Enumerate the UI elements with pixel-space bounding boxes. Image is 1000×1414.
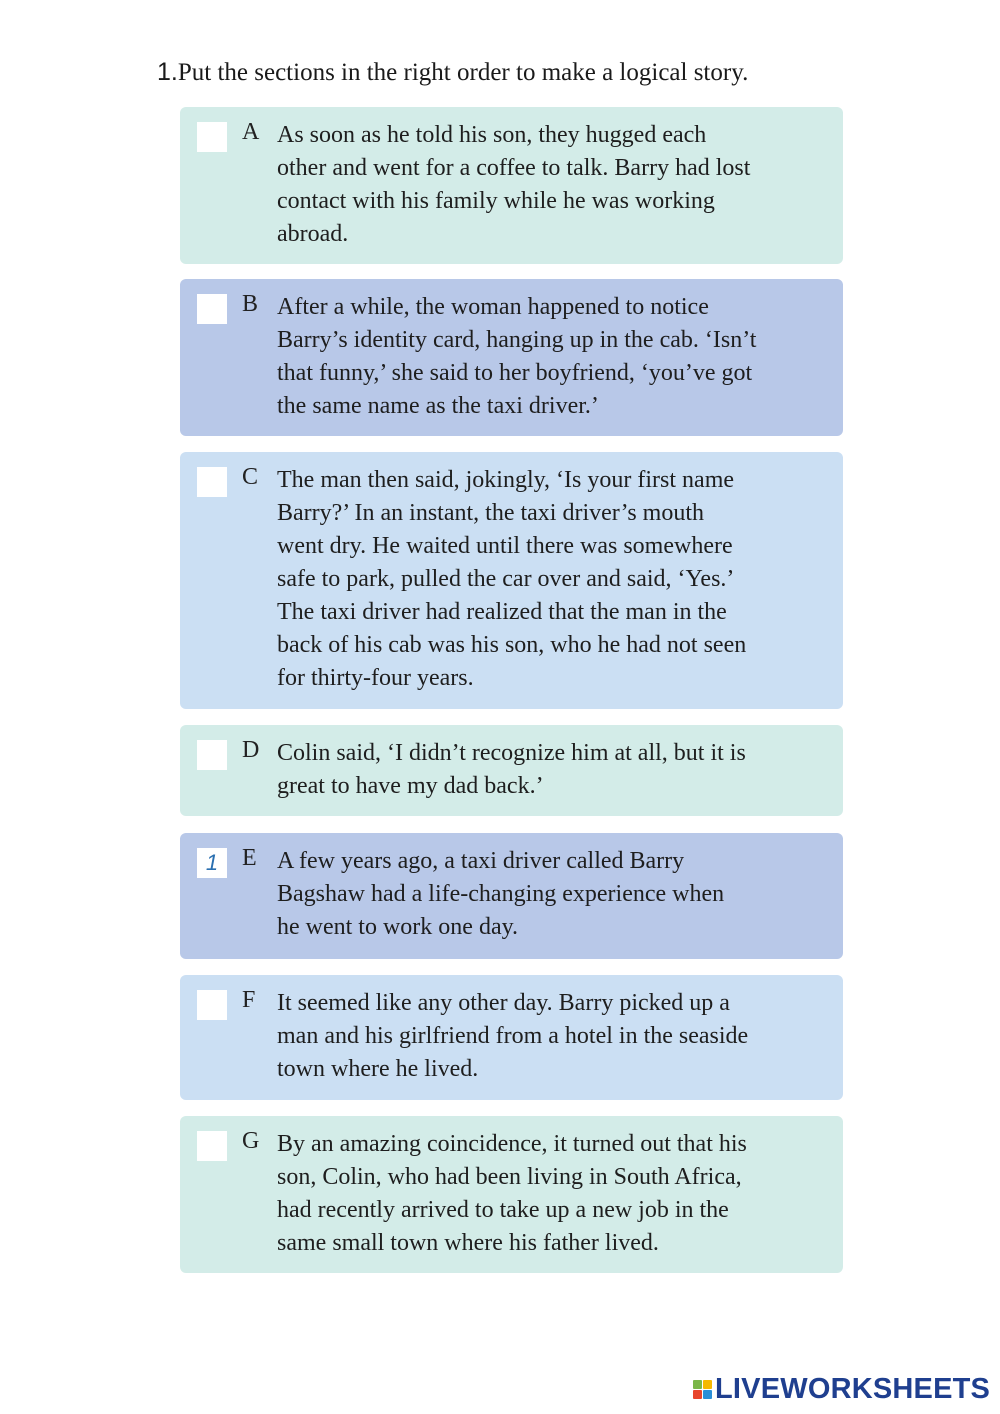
section-text: Colin said, ‘I didn’t recognize him at all, but it is great to have my dad back.’ [277,740,746,799]
section-letter: A [242,119,260,145]
brand-text: LIVEWORKSHEETS [715,1372,991,1405]
section-text: It seemed like any other day. Barry picked up a man and his girlfriend from a hotel in the seaside town where he lived. [277,990,749,1082]
section-card-e [180,833,843,959]
answer-box-e[interactable]: 1 [197,848,227,878]
section-card-d [180,725,843,816]
liveworksheets-logo-icon [693,1380,712,1399]
instruction [157,58,748,87]
section-card-c [180,452,843,709]
instruction-text: Put the sections in the right order to make a logical story. [177,59,749,86]
section-card-b [180,279,843,436]
section-text: After a while, the woman happened to notice Barry’s identity card, hanging up in the cab. ‘Isn’t that funny,’ she said to her boyfriend, ‘you’ve got the same name as the taxi driver.’ [277,294,757,419]
section-letter: F [242,987,256,1013]
answer-box-b[interactable] [197,294,227,324]
section-letter: E [242,845,257,871]
answer-box-g[interactable] [197,1131,227,1161]
section-card-g [180,1116,843,1273]
liveworksheets-brand [693,1372,990,1406]
section-letter: D [242,737,260,763]
section-letter: C [242,464,259,490]
section-letter: B [242,291,259,317]
section-text: As soon as he told his son, they hugged each other and went for a coffee to talk. Barry had lost contact with his family while he was working abroad. [277,122,751,247]
section-card-a [180,107,843,264]
section-text: The man then said, jokingly, ‘Is your first name Barry?’ In an instant, the taxi driver’s mouth went dry. He waited until there was somewhere safe to park, pulled the car over and said, ‘Yes.’ The taxi driver had realized that the man in the back of his cab was his son, who he had not seen for thirty-four years. [277,467,747,691]
answer-box-a[interactable] [197,122,227,152]
section-text: By an amazing coincidence, it turned out that his son, Colin, who had been living in South Africa, had recently arrived to take up a new job in the same small town where his father lived. [277,1131,747,1256]
answer-box-d[interactable] [197,740,227,770]
answer-box-f[interactable] [197,990,227,1020]
section-text: A few years ago, a taxi driver called Barry Bagshaw had a life-changing experience when he went to work one day. [277,848,725,940]
section-letter: G [242,1128,260,1154]
question-number: 1. [157,58,178,86]
answer-box-c[interactable] [197,467,227,497]
section-card-f [180,975,843,1100]
